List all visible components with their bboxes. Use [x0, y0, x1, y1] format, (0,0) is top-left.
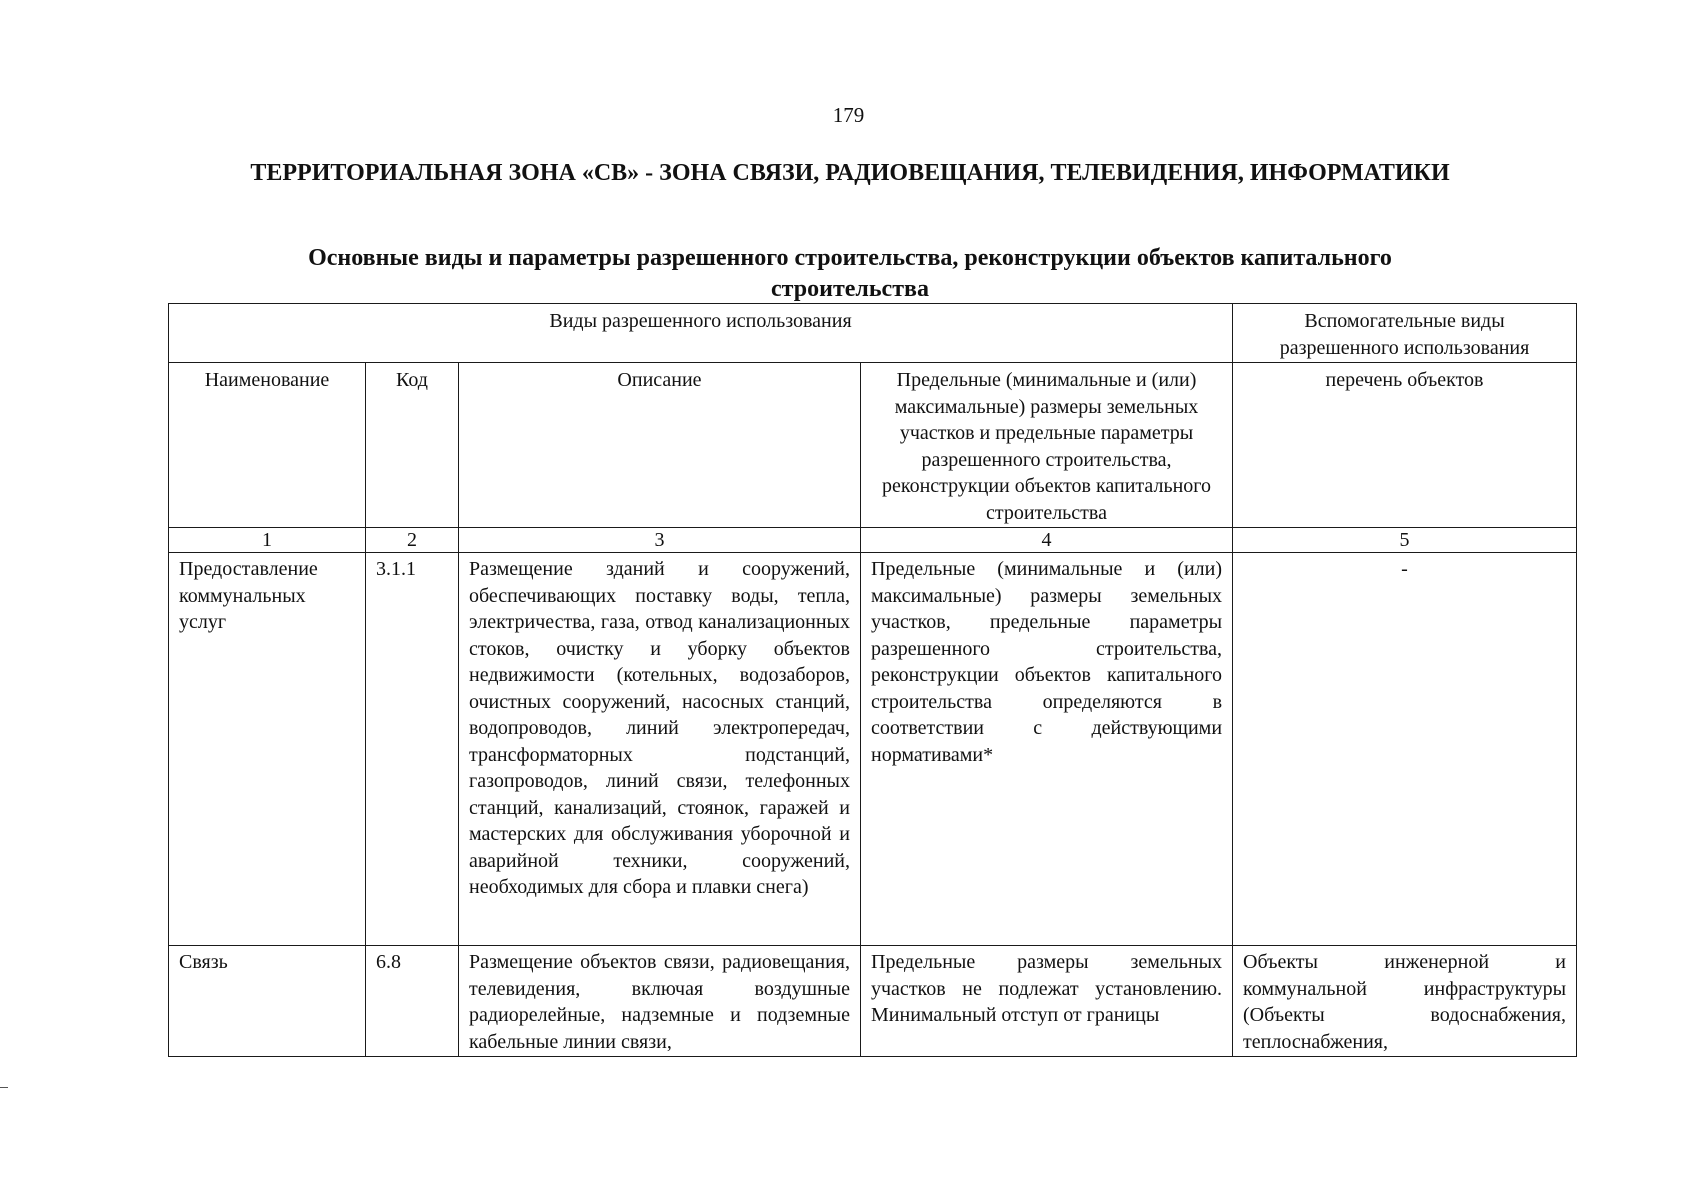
col-number: 2 [366, 528, 459, 553]
group-header-main: Виды разрешенного использования [169, 304, 1233, 363]
col-number: 4 [861, 528, 1233, 553]
row-aux: - [1233, 553, 1577, 946]
page-number: 179 [832, 103, 865, 127]
col-number: 5 [1233, 528, 1577, 553]
row-code: 6.8 [366, 946, 459, 1057]
row-params: Предельные (минимальные и (или) максимальные) размеры земельных участков, предельные параметры разрешенного строительства, реконструкции объектов капитального строительства определяются в соответствии с действующими нормативами* [861, 553, 1233, 946]
table-row [169, 946, 1577, 1057]
column-number-row [169, 528, 1577, 553]
column-header-row [169, 363, 1577, 528]
group-header-row [169, 304, 1577, 363]
zone-title: ТЕРРИТОРИАЛЬНАЯ ЗОНА «СВ» - ЗОНА СВЯЗИ, РАДИОВЕЩАНИЯ, ТЕЛЕВИДЕНИЯ, ИНФОРМАТИКИ [250, 160, 1450, 186]
col-header-name: Наименование [169, 363, 366, 528]
col-header-params: Предельные (минимальные и (или) максимальные) размеры земельных участков и предельные параметры разрешенного строительства, реконструкции объектов капитального строительства [861, 363, 1233, 528]
row-aux: Объекты инженерной и коммунальной инфраструктуры (Объекты водоснабжения, теплоснабжения, [1233, 946, 1577, 1057]
col-header-aux: перечень объектов [1233, 363, 1577, 528]
row-name: Связь [169, 946, 366, 1057]
permitted-uses-table [168, 303, 1577, 1057]
row-description: Размещение объектов связи, радиовещания, телевидения, включая воздушные радиорелейные, надземные и подземные кабельные линии связи, [459, 946, 861, 1057]
table-row [169, 553, 1577, 946]
col-header-code: Код [366, 363, 459, 528]
row-code: 3.1.1 [366, 553, 459, 946]
col-header-description: Описание [459, 363, 861, 528]
col-number: 3 [459, 528, 861, 553]
section-subtitle: Основные виды и параметры разрешенного строительства, реконструкции объектов капитального строительства [308, 245, 1392, 302]
row-description: Размещение зданий и сооружений, обеспечивающих поставку воды, тепла, электричества, газа, отвод канализационных стоков, очистку и уборку объектов недвижимости (котельных, водозаборов, очистных сооружений, насосных станций, водопроводов, линий электропередач, трансформаторных подстанций, газопроводов, линий связи, телефонных станций, канализаций, стоянок, гаражей и мастерских для обслуживания уборочной и аварийной техники, сооружений, необходимых для сбора и плавки снега) [459, 553, 861, 946]
row-name: Предоставление коммунальных услуг [169, 553, 366, 946]
col-number: 1 [169, 528, 366, 553]
scan-mark [0, 1087, 8, 1088]
group-header-aux: Вспомогательные виды разрешенного использования [1233, 304, 1577, 363]
row-params: Предельные размеры земельных участков не подлежат установлению. Минимальный отступ от границы [861, 946, 1233, 1057]
